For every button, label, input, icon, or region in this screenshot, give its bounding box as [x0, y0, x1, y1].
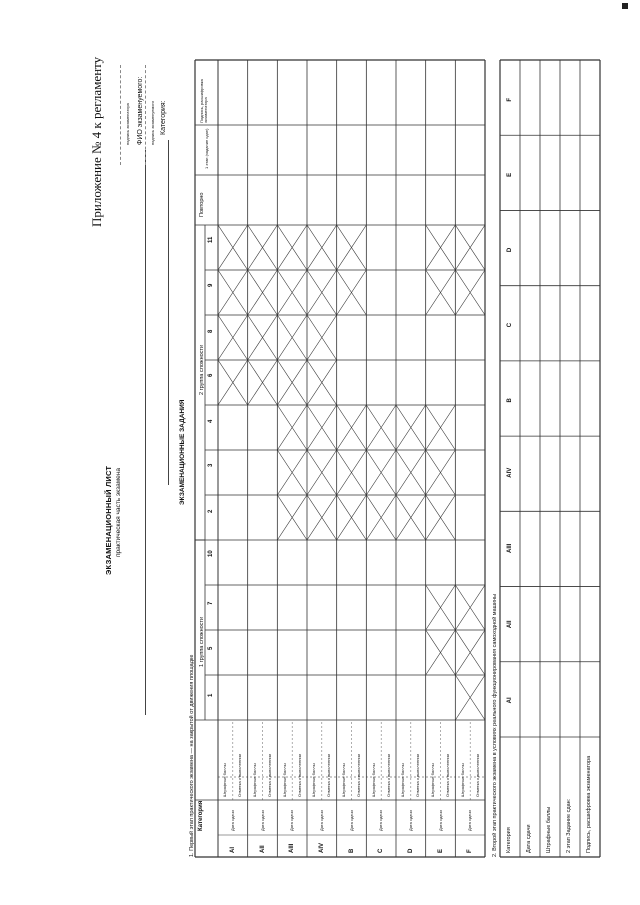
stage2-category-e: E — [507, 172, 513, 177]
stage2-category-b: B — [507, 398, 513, 403]
row-mark-label: Отметка о выполнении — [415, 754, 421, 797]
stage2-row-label: 2 этап Задание сдан: — [566, 798, 572, 853]
row-penalty-label: Штрафные баллы — [370, 763, 376, 797]
row-penalty-label: Штрафные баллы — [400, 763, 406, 797]
row-mark-label: Отметка о выполнении — [296, 754, 302, 797]
row-penalty-label: Штрафные баллы — [459, 763, 465, 797]
row-penalty-label: Штрафные баллы — [281, 763, 287, 797]
row-date-label: Дата сдачи — [407, 810, 413, 831]
col-number-6: 6 — [208, 373, 214, 377]
stage1-date-header: 1 этап (задание сдан) — [204, 128, 209, 169]
row-mark-label: Отметка о выполнении — [385, 754, 391, 797]
stage2-category-ai: AI — [507, 697, 513, 704]
category-label-aiv: AIV — [318, 842, 325, 853]
col-number-11: 11 — [208, 236, 214, 243]
stage2-row-label: Подпись, расшифровка экзаменатора — [586, 755, 592, 853]
category-label-aii: AII — [259, 845, 266, 853]
col-number-9: 9 — [208, 283, 214, 287]
category-header: Категория — [198, 800, 204, 831]
row-date-label: Дата сдачи — [318, 810, 324, 831]
col-number-1: 1 — [208, 693, 214, 697]
row-penalty-label: Штрафные баллы — [222, 763, 228, 797]
sheet-subtitle: практическая часть экзамена — [115, 468, 122, 557]
retry-header: Повторно — [199, 192, 205, 217]
signature-caption-1: подпись экзаменатора — [125, 103, 130, 145]
row-mark-label: Отметка о выполнении — [266, 754, 272, 797]
stage2-category-f: F — [507, 97, 513, 102]
stage2-title: 2. Второй этап практического экзамена в условиях реального функционирования самоходной машины — [492, 593, 498, 857]
stage2-category-d: D — [507, 247, 513, 253]
row-date-label: Дата сдачи — [378, 810, 384, 831]
stage2-row-label: Категория — [506, 827, 512, 853]
row-date-label: Дата сдачи — [259, 810, 265, 831]
col-number-10: 10 — [208, 550, 214, 557]
row-penalty-label: Штрафные баллы — [341, 763, 347, 797]
category-label-d: D — [407, 848, 414, 853]
stage2-row-label: Штрафные баллы — [546, 806, 552, 853]
row-date-label: Дата сдачи — [437, 810, 443, 831]
stage2-category-c: C — [507, 322, 513, 328]
group1-header: 1 группа сложности — [199, 616, 205, 667]
stage1-title: 1. Первый этап практического экзамена — на закрытой от движения площадке — [189, 654, 195, 857]
category-label-f: F — [467, 849, 474, 853]
row-mark-label: Отметка о выполнении — [474, 754, 480, 797]
fio-label: ФИО экзаменуемого: — [137, 76, 144, 145]
category-label-e: E — [437, 848, 444, 853]
col-number-8: 8 — [208, 329, 214, 333]
row-penalty-label: Штрафные баллы — [430, 763, 436, 797]
row-date-label: Дата сдачи — [289, 810, 295, 831]
signature-header: Подпись, расшифровка экзаменатора — [199, 79, 208, 123]
stage2-category-aiv: AIV — [507, 467, 513, 478]
category-label-b: B — [348, 848, 355, 853]
col-number-4: 4 — [208, 419, 214, 423]
group2-header: 2 группа сложности — [199, 344, 205, 395]
signature-caption-2: подпись экзаменуемого — [150, 100, 155, 145]
category-label: Категория: — [160, 100, 167, 135]
row-date-label: Дата сдачи — [229, 810, 235, 831]
col-number-5: 5 — [208, 646, 214, 650]
stage2-category-aii: AII — [507, 620, 513, 629]
row-date-label: Дата сдачи — [467, 810, 473, 831]
category-label-aiii: AIII — [289, 843, 296, 853]
row-date-label: Дата сдачи — [348, 810, 354, 831]
col-number-3: 3 — [208, 463, 214, 467]
tasks-section-title: ЭКЗАМЕНАЦИОННЫЕ ЗАДАНИЯ — [179, 399, 186, 505]
appendix-label: Приложение № 4 к регламенту — [89, 56, 104, 227]
sheet-title: ЭКЗАМЕНАЦИОННЫЙ ЛИСТ — [104, 465, 113, 575]
stage2-row-label: Дата сдачи — [526, 824, 532, 853]
row-penalty-label: Штрафные баллы — [311, 763, 317, 797]
row-penalty-label: Штрафные баллы — [252, 763, 258, 797]
row-mark-label: Отметка о выполнении — [326, 754, 332, 797]
stage2-category-aiii: AIII — [507, 543, 513, 553]
col-number-7: 7 — [208, 601, 214, 605]
category-label-c: C — [378, 848, 385, 853]
col-number-2: 2 — [208, 509, 214, 513]
category-label-ai: AI — [229, 847, 236, 853]
row-mark-label: Отметка о выполнении — [444, 754, 450, 797]
row-mark-label: Отметка о выполнении — [355, 754, 361, 797]
row-mark-label: Отметка о выполнении — [237, 754, 243, 797]
